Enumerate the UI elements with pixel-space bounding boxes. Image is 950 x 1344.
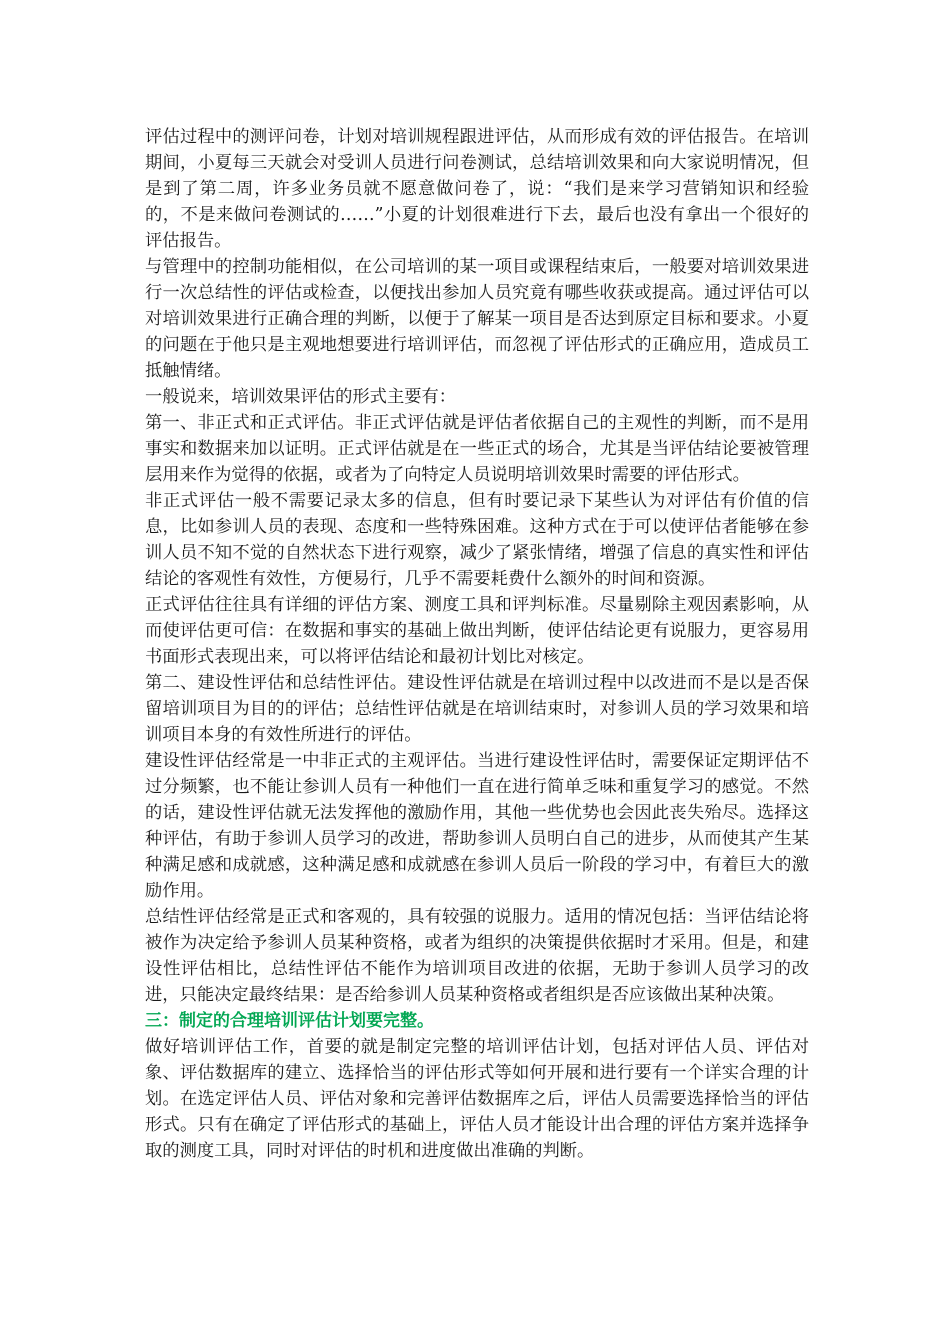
paragraph-evaluation-forms-intro: 一般说来，培训效果评估的形式主要有： (145, 387, 457, 407)
paragraph-constructive-summative: 第二、建设性评估和总结性评估。建设性评估就是在培训过程中以改进而不是以是否保留培训项目为目的的评估；总结性评估就是在培训结束时，对参训人员的学习效果和培训项目本身的有效性所进行的评估。 (145, 673, 809, 745)
paragraph-informal-evaluation: 非正式评估一般不需要记录太多的信息，但有时要记录下某些认为对评估有价值的信息，比如参训人员的表现、态度和一些特殊困难。这种方式在于可以使评估者能够在参训人员不知不觉的自然状态下进行观察，减少了紧张情绪，增强了信息的真实性和评估结论的客观性有效性，方便易行，几乎不需要耗费什么额外的时间和资源。 (145, 491, 809, 589)
paragraph-formal-informal: 第一、非正式和正式评估。非正式评估就是评估者依据自己的主观性的判断，而不是用事实和数据来加以证明。正式评估就是在一些正式的场合，尤其是当评估结论要被管理层用来作为觉得的依据，或者为了向特定人员说明培训效果时需要的评估形式。 (145, 413, 809, 485)
paragraph-formal-evaluation: 正式评估往往具有详细的评估方案、测度工具和评判标准。尽量剔除主观因素影响，从而使评估更可信：在数据和事实的基础上做出判断，使评估结论更有说服力，更容易用书面形式表现出来，可以将评估结论和最初计划比对核定。 (145, 595, 809, 667)
paragraph-control-function: 与管理中的控制功能相似，在公司培训的某一项目或课程结束后，一般要对培训效果进行一次总结性的评估或检查，以便找出参加人员究竟有哪些收获或提高。通过评估可以对培训效果进行正确合理的判断，以便于了解某一项目是否达到原定目标和要求。小夏的问题在于他只是主观地想要进行培训评估，而忽视了评估形式的正确应用，造成员工抵触情绪。 (145, 257, 809, 381)
document-page (145, 124, 809, 1164)
section-heading: 三：制定的合理培训评估计划要完整。 (145, 1011, 434, 1031)
paragraph-questionnaire-story: 评估过程中的测评问卷，计划对培训规程跟进评估，从而形成有效的评估报告。在培训期间，小夏每三天就会对受训人员进行问卷测试，总结培训效果和向大家说明情况，但是到了第二周，许多业务员就不愿意做问卷了，说：“我们是来学习营销知识和经验的，不是来做问卷测试的……”小夏的计划很难进行下去，最后也没有拿出一个很好的评估报告。 (145, 127, 809, 251)
paragraph-summative-evaluation: 总结性评估经常是正式和客观的，具有较强的说服力。适用的情况包括：当评估结论将被作为决定给予参训人员某种资格，或者为组织的决策提供依据时才采用。但是，和建设性评估相比，总结性评估不能作为培训项目改进的依据，无助于参训人员学习的改进，只能决定最终结果：是否给参训人员某种资格或者组织是否应该做出某种决策。 (145, 907, 809, 1005)
paragraph-constructive-evaluation: 建设性评估经常是一中非正式的主观评估。当进行建设性评估时，需要保证定期评估不过分频繁，也不能让参训人员有一种他们一直在进行简单乏味和重复学习的感觉。不然的话，建设性评估就无法发挥他的激励作用，其他一些优势也会因此丧失殆尽。选择这种评估，有助于参训人员学习的改进，帮助参训人员明白自己的进步，从而使其产生某种满足感和成就感，这种满足感和成就感在参训人员后一阶段的学习中，有着巨大的激励作用。 (145, 751, 809, 901)
paragraph-evaluation-plan: 做好培训评估工作，首要的就是制定完整的培训评估计划，包括对评估人员、评估对象、评估数据库的建立、选择恰当的评估形式等如何开展和进行要有一个详实合理的计划。在选定评估人员、评估对象和完善评估数据库之后，评估人员需要选择恰当的评估形式。只有在确定了评估形式的基础上，评估人员才能设计出合理的评估方案并选择争取的测度工具，同时对评估的时机和进度做出准确的判断。 (145, 1037, 809, 1161)
